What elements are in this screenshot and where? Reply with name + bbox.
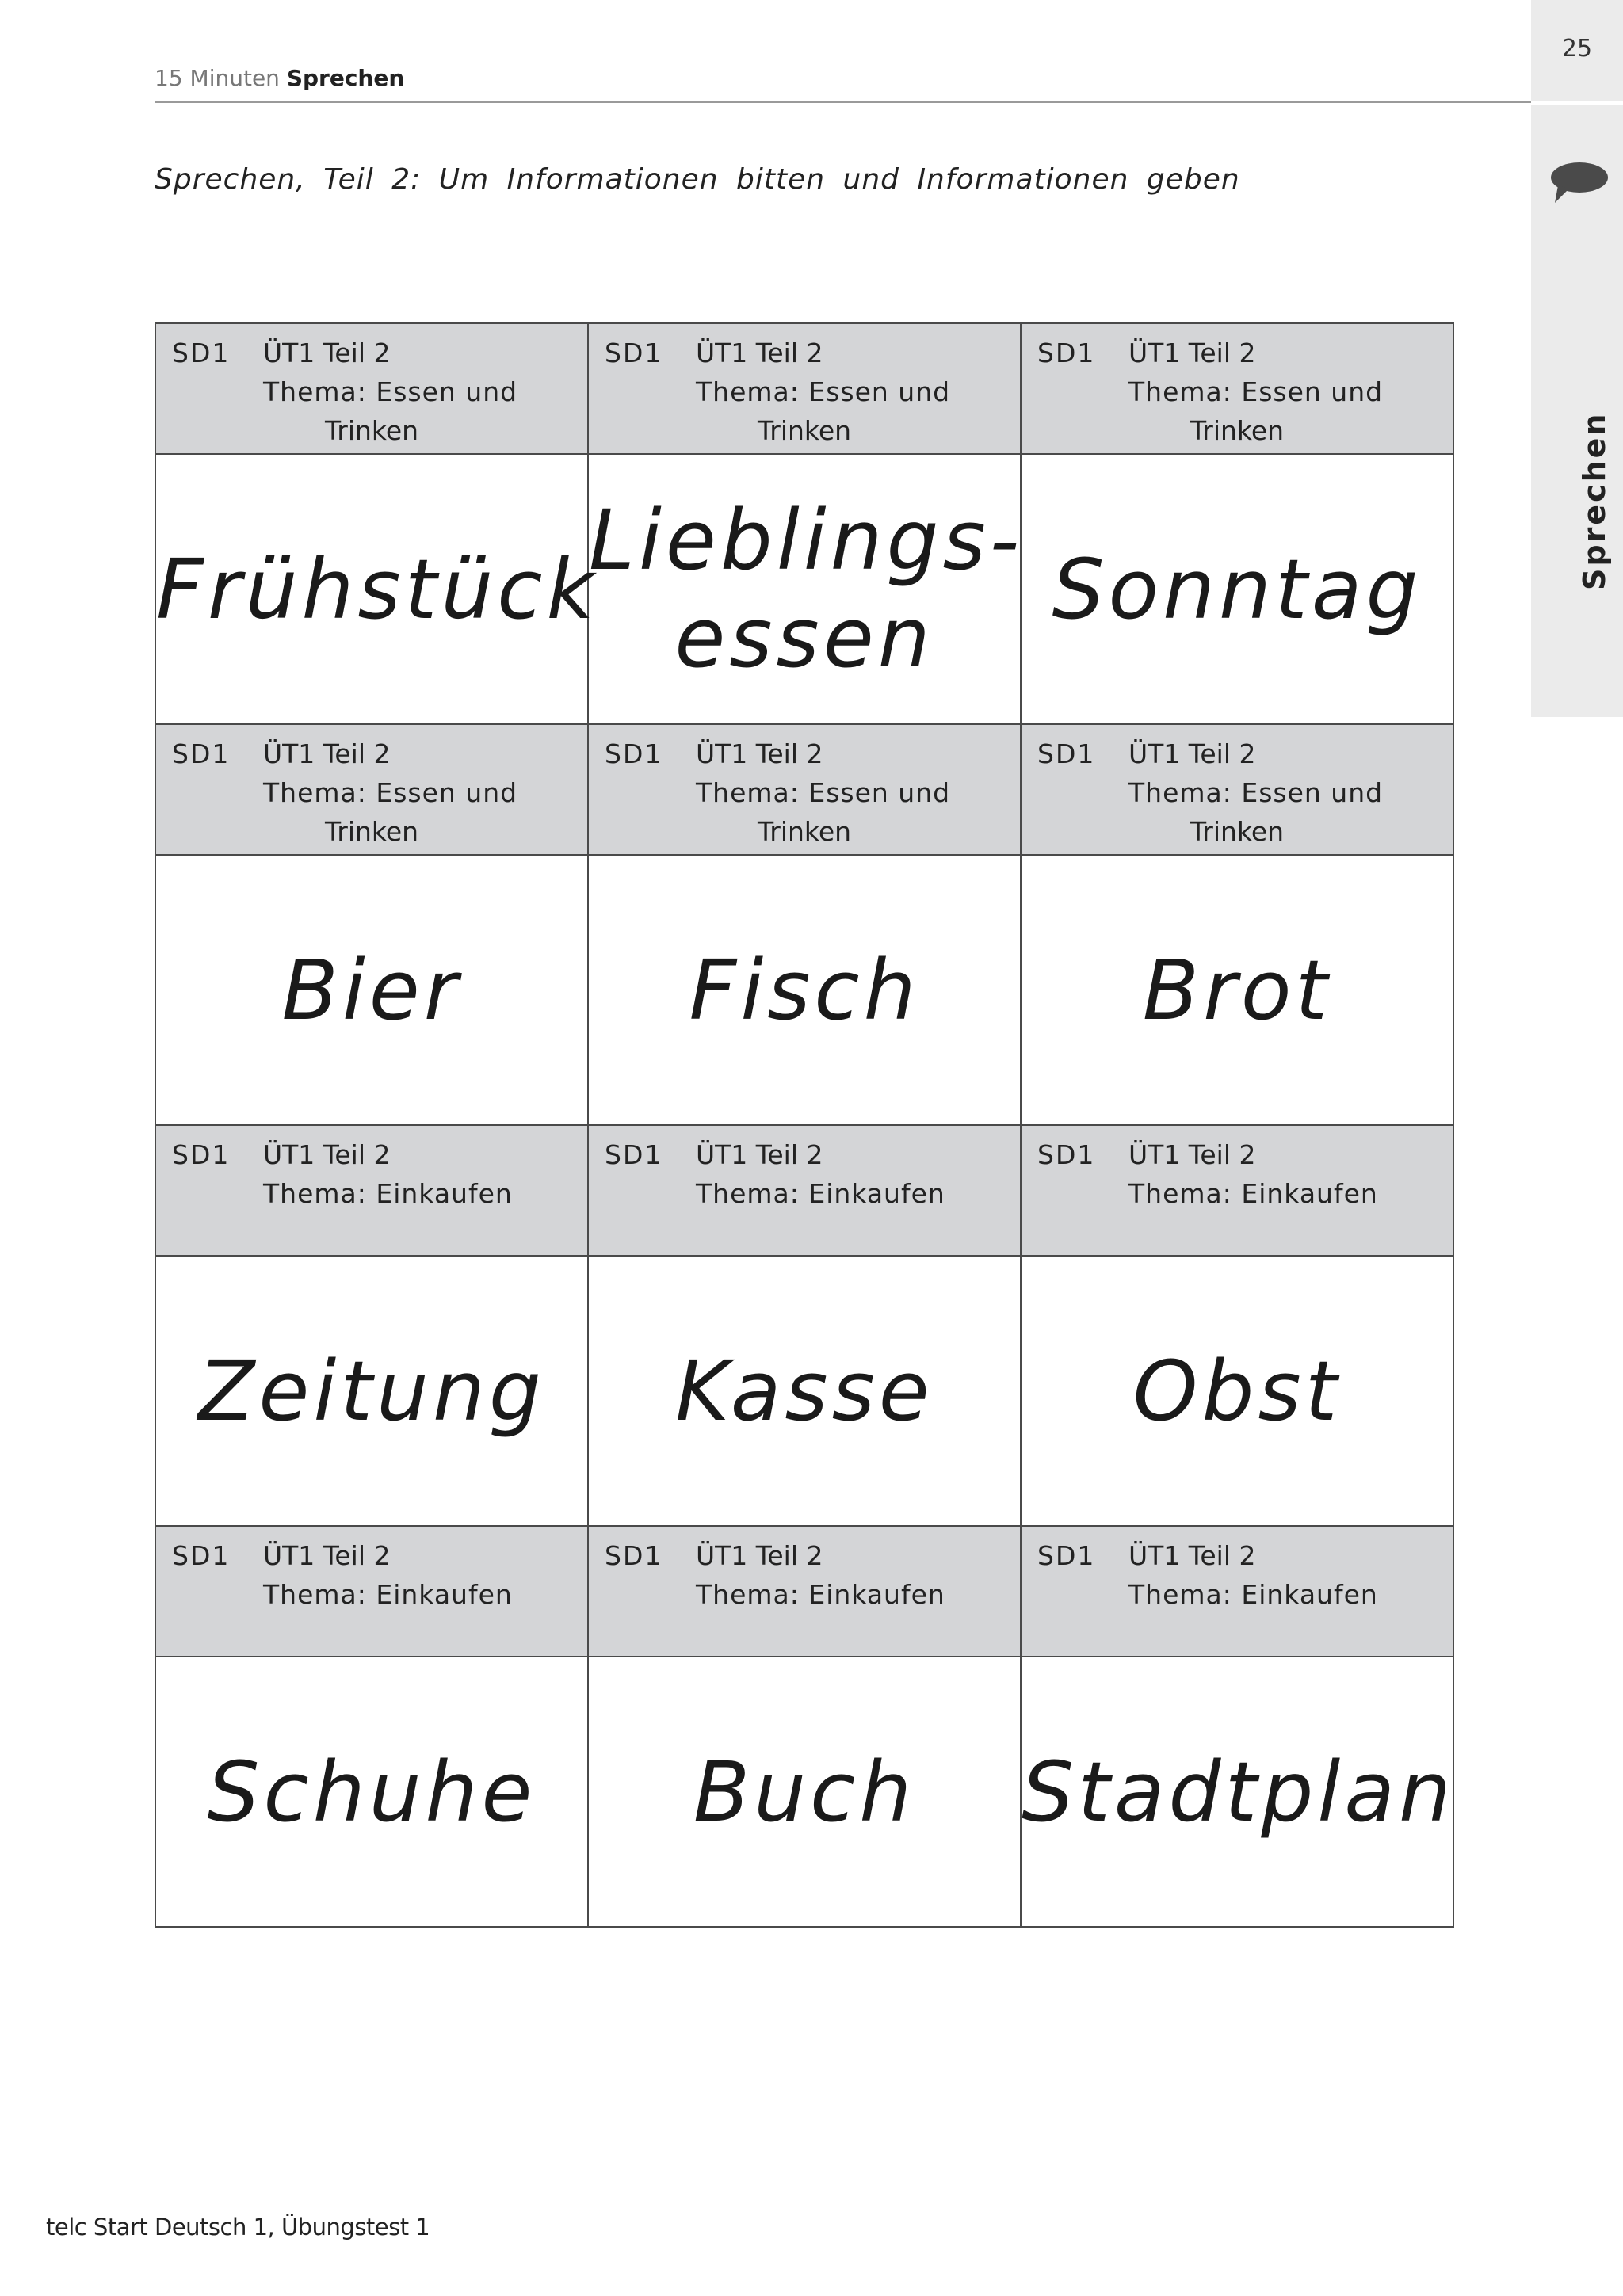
card-header-content [156,324,587,453]
card-word-row [155,1256,1453,1526]
card-word-cell [588,1657,1021,1927]
card-grid [155,322,1454,1928]
card-topic: Thema: Einkaufen [263,1579,513,1610]
card-header-content [589,324,1020,453]
card-topic: Thema: Essen und [263,376,518,407]
card-header-content [589,1527,1020,1656]
card-part: ÜT1 Teil 2 [696,338,823,368]
page-number: 25 [1561,35,1593,63]
card-part: ÜT1 Teil 2 [1128,338,1256,368]
card-word-line-1: Zeitung [198,1342,545,1440]
card-header-content [589,1126,1020,1255]
card-part: ÜT1 Teil 2 [1128,1139,1256,1170]
card-header [1021,724,1453,855]
card-word-cell [155,855,588,1125]
card-word-row [155,454,1453,724]
card-header-content [156,725,587,854]
card-header [1021,1125,1453,1256]
card-header-row [155,1526,1453,1657]
card-word [156,1743,587,1840]
card-header [155,724,588,855]
card-header [1021,323,1453,454]
card-word [156,540,598,638]
card-part: ÜT1 Teil 2 [696,738,823,769]
card-topic: Thema: Essen und [263,777,518,808]
card-header [588,1125,1021,1256]
page-subtitle: Sprechen, Teil 2: Um Informationen bitten und Informationen geben [155,163,1240,196]
card-header [1021,1526,1453,1657]
card-code: SD1 [172,338,231,368]
card-topic-continued: Trinken [1190,816,1285,847]
card-header [588,724,1021,855]
page-footer: telc Start Deutsch 1, Übungstest 1 [46,2214,430,2241]
card-part: ÜT1 Teil 2 [263,738,391,769]
card-word-cell [588,1256,1021,1526]
card-word [1022,1743,1455,1840]
card-word [589,1743,1020,1840]
card-word-line-1: Kasse [675,1342,934,1440]
card-topic-continued: Trinken [1190,415,1285,446]
card-topic: Thema: Einkaufen [696,1178,945,1209]
card-code: SD1 [1037,338,1096,368]
card-word-cell [155,1657,588,1927]
card-word-cell [155,1256,588,1526]
card-code: SD1 [1037,738,1096,769]
card-word-line-1: Stadtplan [1022,1743,1455,1840]
card-word-line-2: essen [674,589,934,686]
card-code: SD1 [172,1540,231,1571]
card-part: ÜT1 Teil 2 [263,338,391,368]
card-header-row [155,724,1453,855]
card-topic: Thema: Einkaufen [263,1178,513,1209]
card-word-line-1: Brot [1142,941,1332,1039]
card-word-cell [1021,1256,1453,1526]
side-tab-label: Sprechen [1577,411,1612,590]
card-header-content [1022,324,1453,453]
card-word-cell [1021,454,1453,724]
card-word [1022,941,1453,1039]
card-header [155,1125,588,1256]
header-section: Sprechen [286,65,405,91]
card-word-line-1: Lieblings- [589,491,1024,589]
card-topic: Thema: Essen und [1128,376,1384,407]
header-prefix: 15 Minuten [155,65,280,91]
card-topic-continued: Trinken [757,415,852,446]
card-header [155,323,588,454]
card-header-row [155,323,1453,454]
card-code: SD1 [605,738,663,769]
card-word-cell [1021,855,1453,1125]
card-code: SD1 [1037,1540,1096,1571]
card-header [588,323,1021,454]
card-header-content [1022,1527,1453,1656]
card-word [156,1342,587,1440]
card-word-line-1: Schuhe [207,1743,537,1840]
card-code: SD1 [605,1139,663,1170]
card-topic: Thema: Essen und [1128,777,1384,808]
card-word-cell [588,855,1021,1125]
card-part: ÜT1 Teil 2 [263,1139,391,1170]
card-topic: Thema: Essen und [696,376,951,407]
card-word-line-1: Fisch [689,941,920,1039]
card-topic: Thema: Einkaufen [1128,1178,1378,1209]
card-header-content [589,725,1020,854]
card-topic: Thema: Essen und [696,777,951,808]
card-part: ÜT1 Teil 2 [1128,738,1256,769]
card-code: SD1 [605,338,663,368]
card-word-line-1: Buch [693,1743,916,1840]
card-word [156,941,587,1039]
card-part: ÜT1 Teil 2 [1128,1540,1256,1571]
card-word [1022,540,1453,638]
card-word-line-1: Sonntag [1052,540,1423,638]
card-header-content [1022,725,1453,854]
side-tab [1531,0,1623,717]
card-header-content [156,1527,587,1656]
card-code: SD1 [172,738,231,769]
card-topic-continued: Trinken [324,415,419,446]
card-word-line-1: Bier [281,941,462,1039]
card-word-row [155,1657,1453,1927]
card-header-row [155,1125,1453,1256]
card-word [589,941,1020,1039]
card-code: SD1 [605,1540,663,1571]
card-topic-continued: Trinken [324,816,419,847]
card-header [155,1526,588,1657]
card-word-cell [155,454,598,724]
card-word-line-1: Frühstück [156,540,598,638]
card-word [589,491,1024,686]
speech-bubble-icon [1545,158,1610,208]
card-header-content [1022,1126,1453,1255]
card-code: SD1 [172,1139,231,1170]
card-word-cell [588,454,1024,724]
card-word-line-1: Obst [1132,1342,1342,1440]
card-part: ÜT1 Teil 2 [263,1540,391,1571]
card-code: SD1 [1037,1139,1096,1170]
card-topic: Thema: Einkaufen [696,1579,945,1610]
running-header [155,65,404,91]
card-word [1022,1342,1453,1440]
card-topic-continued: Trinken [757,816,852,847]
side-tab-divider [1531,101,1623,105]
header-rule [155,101,1531,103]
card-part: ÜT1 Teil 2 [696,1540,823,1571]
card-topic: Thema: Einkaufen [1128,1579,1378,1610]
card-word [589,1342,1020,1440]
card-header [588,1526,1021,1657]
card-header-content [156,1126,587,1255]
card-word-row [155,855,1453,1125]
card-word-cell [1021,1657,1453,1927]
card-part: ÜT1 Teil 2 [696,1139,823,1170]
